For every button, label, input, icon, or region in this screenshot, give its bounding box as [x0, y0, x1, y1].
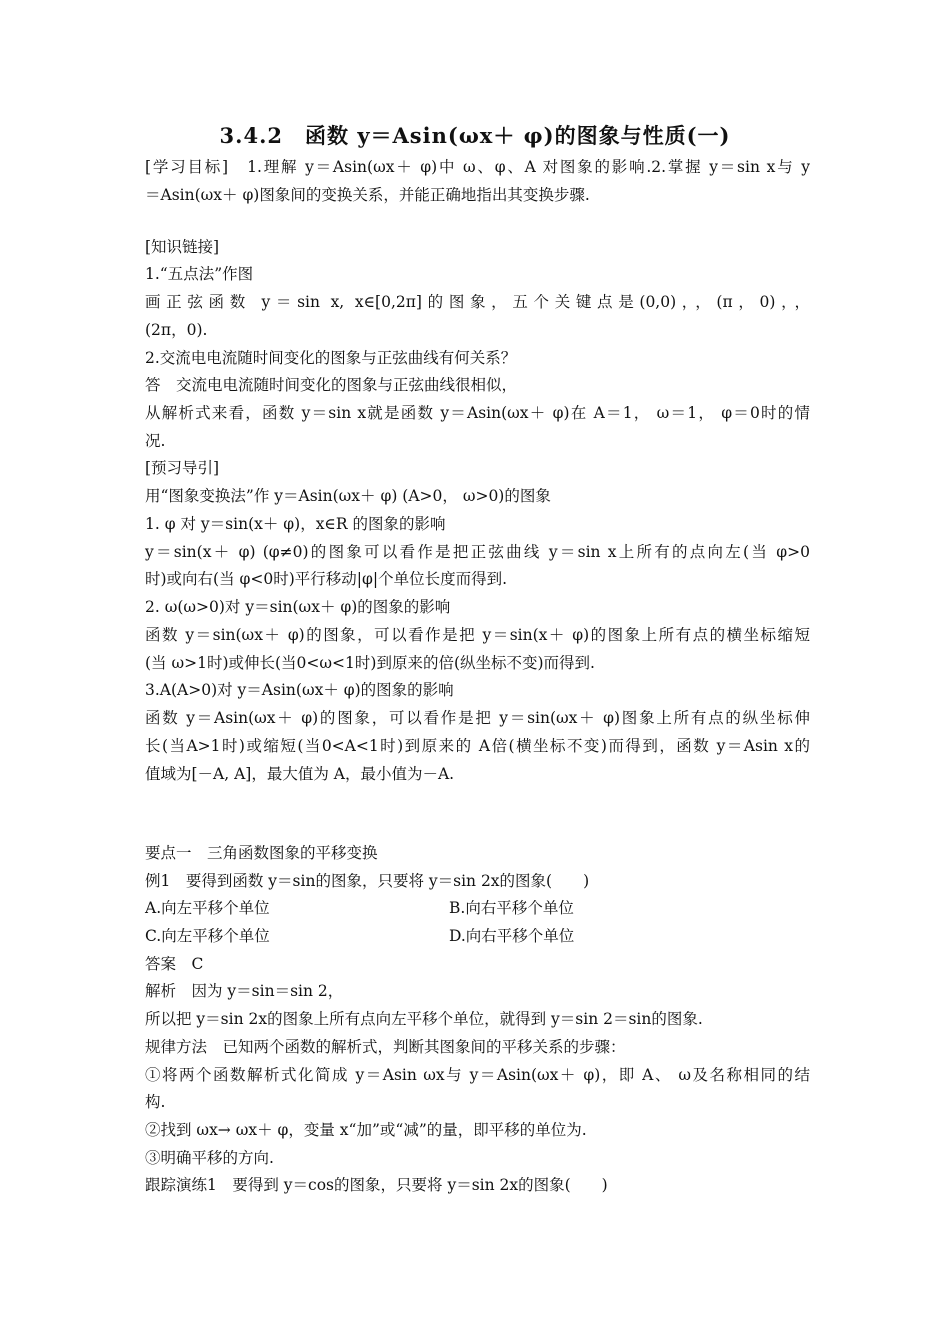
follow-up-exercise-1: 跟踪演练1 要得到 y＝cos的图象，只要将 y＝sin 2x的图象( ): [145, 1176, 608, 1194]
text-line: (2π，0).: [145, 321, 208, 339]
text-line: 答 交流电电流随时间变化的图象与正弦曲线很相似，: [145, 376, 518, 394]
text-line: 函数 y＝Asin(ωx＋ φ)的图象，可以看作是把 y＝sin(ωx＋ φ)图象上所有点的纵坐标伸: [145, 709, 810, 727]
text-line: 2. ω(ω>0)对 y＝sin(ωx＋ φ)的图象的影响: [145, 598, 451, 616]
learning-goal-line-2: ＝Asin(ωx＋ φ)图象间的变换关系，并能正确地指出其变换步骤.: [145, 186, 590, 204]
option-d: D.向右平移个单位: [449, 927, 575, 945]
option-a: A.向左平移个单位: [145, 899, 270, 917]
method-summary: 规律方法 已知两个函数的解析式，判断其图象间的平移关系的步骤：: [145, 1038, 626, 1056]
text-line: 2.交流电电流随时间变化的图象与正弦曲线有何关系？: [145, 349, 517, 367]
option-c: C.向左平移个单位: [145, 927, 270, 945]
section-knowledge-link: [知识链接]: [145, 238, 220, 256]
text-line: ②找到 ωx→ ωx＋ φ，变量 x“加”或“减”的量，即平移的单位为.: [145, 1121, 587, 1139]
text-line: ③明确平移的方向.: [145, 1149, 274, 1167]
text-line: 值域为[－A, A]，最大值为 A，最小值为－A.: [145, 765, 455, 783]
text-line: 从解析式来看，函数 y＝sin x就是函数 y＝Asin(ωx＋ φ)在 A＝1， ω＝1， φ＝0时的情: [145, 404, 810, 422]
text-line: 3.A(A>0)对 y＝Asin(ωx＋ φ)的图象的影响: [145, 681, 454, 699]
section-key-point-1: 要点一 三角函数图象的平移变换: [145, 844, 378, 862]
text-line: 用“图象变换法”作 y＝Asin(ωx＋ φ) (A>0， ω>0)的图象: [145, 487, 551, 505]
text-line: y＝sin(x＋ φ) (φ≠0)的图象可以看作是把正弦曲线 y＝sin x上所有的点向左(当 φ>0: [145, 543, 810, 561]
text-line: 1. φ 对 y＝sin(x＋ φ)，x∈R 的图象的影响: [145, 515, 446, 533]
learning-goal-line-1: [学习目标] 1.理解 y＝Asin(ωx＋ φ)中 ω、φ、A 对图象的影响.2.掌握 y＝sin x与 y: [145, 158, 810, 176]
text-line: 长(当A>1时)或缩短(当0<A<1时)到原来的 A倍(横坐标不变)而得到，函数 y＝Asin x的: [145, 737, 810, 755]
page-title: 3.4.2 函数 y＝Asin(ωx＋ φ)的图象与性质(一): [219, 123, 731, 148]
text-line: 函数 y＝sin(ωx＋ φ)的图象，可以看作是把 y＝sin(x＋ φ)的图象上所有点的横坐标缩短: [145, 626, 810, 644]
text-line: 构.: [145, 1093, 166, 1111]
analysis: 解析 因为 y＝sin＝sin 2，: [145, 982, 344, 1000]
text-line: (当 ω>1时)或伸长(当0<ω<1时)到原来的倍(纵坐标不变)而得到.: [145, 654, 595, 672]
answer: 答案 C: [145, 955, 204, 973]
option-b: B.向右平移个单位: [449, 899, 574, 917]
text-line: 1.“五点法”作图: [145, 265, 254, 283]
text-line: 画正弦函数 y＝sin x, x∈[0,2π]的图象，五个关键点是(0,0)，，(π，0)，，: [145, 293, 810, 311]
section-preview-guide: [预习导引]: [145, 459, 220, 477]
text-line: 所以把 y＝sin 2x的图象上所有点向左平移个单位，就得到 y＝sin 2＝sin的图象.: [145, 1010, 703, 1028]
example-1-question: 例1 要得到函数 y＝sin的图象，只要将 y＝sin 2x的图象( ): [145, 872, 590, 890]
text-line: 况.: [145, 432, 166, 450]
text-line: ①将两个函数解析式化简成 y＝Asin ωx与 y＝Asin(ωx＋ φ)，即 A、 ω及名称相同的结: [145, 1066, 810, 1084]
text-line: 时)或向右(当 φ<0时)平行移动|φ|个单位长度而得到.: [145, 570, 507, 588]
